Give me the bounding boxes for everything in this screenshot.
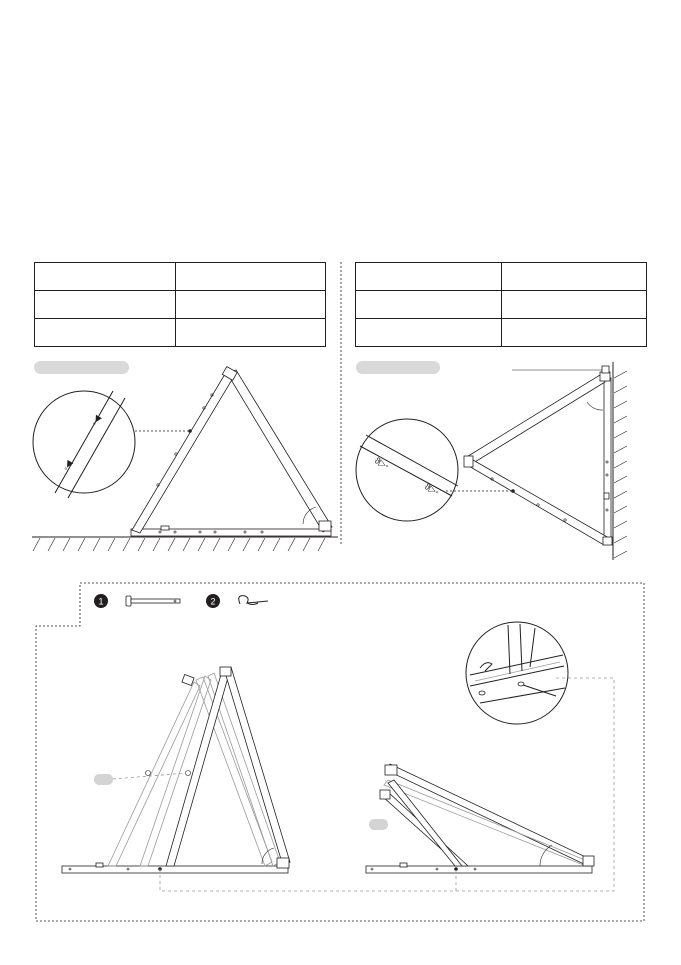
ground-hatching <box>33 538 325 551</box>
left-a-frame <box>32 367 338 551</box>
svg-text:ϑ▷◦: ϑ▷◦ <box>373 455 391 472</box>
right-frame-callout <box>369 819 388 830</box>
part-number-2: 2 <box>210 596 216 607</box>
parts-legend <box>94 594 268 608</box>
svg-text:◦◀: ◦◀ <box>60 458 75 473</box>
left-frame-callout <box>94 774 113 785</box>
part-number-1: 1 <box>98 596 104 607</box>
clevis-pin-icon <box>126 596 180 606</box>
r-clip-icon <box>239 596 268 605</box>
right-wall-frame <box>464 362 627 560</box>
pin-icon <box>518 682 556 696</box>
folding-frame-sequence <box>62 667 290 873</box>
svg-text:ϑ▷◦: ϑ▷◦ <box>423 481 441 498</box>
collapsed-frame <box>366 764 594 873</box>
svg-text:◦◀: ◦◀ <box>89 413 103 428</box>
pin-insertion-magnifier <box>466 622 568 724</box>
wall-hatching <box>614 371 627 558</box>
